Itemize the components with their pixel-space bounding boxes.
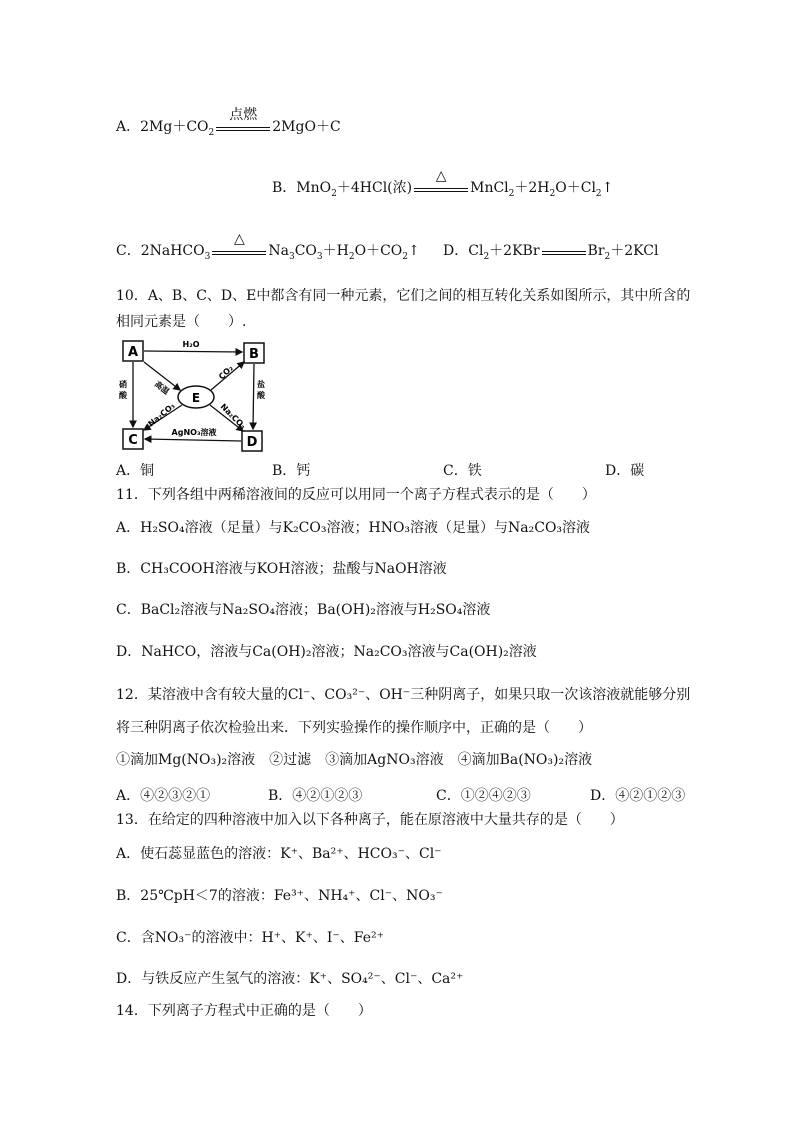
equation-lhs: 2Mg＋CO: [140, 119, 209, 135]
formula: ＋2KBr: [489, 243, 540, 259]
node-b-label: B: [249, 347, 259, 362]
reaction-condition: △: [435, 168, 447, 184]
edge-e-b-label: CO₂: [217, 363, 235, 382]
subscript: 2: [483, 251, 490, 262]
q14-stem: 14．下列离子方程式中正确的是（ ）: [116, 1003, 372, 1019]
node-c-label: C: [128, 433, 138, 448]
reaction-arrow: [210, 231, 268, 261]
formula: ＋H: [322, 243, 349, 259]
option-label: B．: [272, 180, 297, 196]
edge-a-b: [144, 351, 242, 352]
formula: Br: [587, 243, 605, 259]
q13-option-c: C．含NO₃⁻的溶液中：H⁺、K⁺、I⁻、Fe²⁺: [116, 930, 385, 946]
formula: ＋2H: [514, 180, 550, 196]
option-label: A．: [116, 119, 141, 135]
subscript: 2: [402, 251, 408, 262]
subscript: 2: [208, 127, 215, 138]
equation-rhs: 2MgO＋C: [272, 119, 341, 135]
q12-option-d: D．④②①②③: [590, 788, 686, 804]
reaction-condition: 点燃: [229, 107, 258, 123]
subscript: 2: [595, 188, 602, 199]
q11-option-b: B．CH₃COOH溶液与KOH溶液；盐酸与NaOH溶液: [116, 561, 447, 577]
edge-e-d-label: Na₂CO₃: [218, 402, 248, 431]
subscript: 2: [348, 251, 355, 262]
q11-option-d: D．NaHCO，溶液与Ca(OH)₂溶液；Na₂CO₃溶液与Ca(OH)₂溶液: [116, 644, 537, 660]
edge-b-d: [253, 364, 254, 429]
subscript: 3: [204, 251, 211, 262]
q12-stem-line2: 将三种阴离子依次检验出来．下列实验操作的操作顺序中，正确的是（ ）: [116, 720, 592, 736]
edge-d-c: [145, 439, 241, 441]
q10-option-b: B．钙: [272, 463, 311, 479]
q11-stem: 11．下列各组中两稀溶液间的反应可以用同一个离子方程式表示的是（ ）: [116, 487, 596, 503]
formula: O＋Cl: [555, 180, 596, 196]
subscript: 2: [508, 188, 515, 199]
q10-stem-line2: 相同元素是（ ）.: [116, 314, 247, 330]
q11-option-a: A．H₂SO₄溶液（足量）与K₂CO₃溶液；HNO₃溶液（足量）与Na₂CO₃溶液: [116, 520, 591, 536]
q12-option-c: C．①②④②③: [436, 788, 531, 804]
reaction-arrow: [540, 241, 588, 261]
q12-option-b: B．④②①②③: [268, 788, 363, 804]
reaction-arrow: [412, 168, 470, 198]
edge-e-c-label: Na₂CO₃: [146, 401, 177, 429]
edge-a-e-label: 高温: [152, 379, 171, 397]
reaction-condition: △: [233, 231, 245, 247]
formula: ＋4HCl(浓): [336, 180, 413, 196]
option-label: C．: [116, 243, 141, 259]
formula: 2NaHCO: [140, 243, 205, 259]
q9-option-d: [443, 241, 658, 261]
q10-option-a: A．铜: [116, 463, 155, 479]
q13-option-b: B．25℃pH＜7的溶液：Fe³⁺、NH₄⁺、Cl⁻、NO₃⁻: [116, 888, 443, 904]
reaction-arrow: [214, 107, 272, 137]
edge-d-c-label: AgNO₃溶液: [171, 428, 217, 437]
subscript: 2: [331, 188, 337, 199]
formula: CO: [294, 243, 317, 259]
formula: MnO: [296, 180, 332, 196]
node-e-label: E: [191, 391, 201, 405]
node-d-label: D: [246, 435, 258, 450]
q10-option-c: C．铁: [443, 463, 482, 479]
q13-option-a: A．使石蕊显蓝色的溶液：K⁺、Ba²⁺、HCO₃⁻、Cl⁻: [116, 846, 442, 862]
conversion-diagram: [116, 335, 266, 457]
edge-b-d-label: 盐酸: [257, 380, 265, 400]
option-label: D．: [443, 243, 469, 259]
q10-option-d: D．碳: [605, 463, 645, 479]
node-a-label: A: [127, 345, 139, 360]
q12-stem-line1: 12．某溶液中含有较大量的Cl⁻、CO₃²⁻、OH⁻三种阴离子，如果只取一次该溶液就能够分别: [116, 687, 691, 703]
q10-stem-line1: 10．A、B、C、D、E中都含有同一种元素，它们之间的相互转化关系如图所示，其中所含的: [116, 288, 691, 304]
q9-option-b: [272, 168, 614, 199]
formula: MnCl: [470, 180, 509, 196]
gas-arrow: ↑: [601, 180, 614, 196]
gas-arrow: ↑: [408, 243, 420, 259]
formula: O＋CO: [354, 243, 403, 259]
subscript: 3: [288, 251, 295, 262]
formula: Cl: [468, 243, 484, 259]
q13-option-d: D．与铁反应产生氢气的溶液：K⁺、SO₄²⁻、Cl⁻、Ca²⁺: [116, 971, 464, 987]
subscript: 2: [604, 251, 611, 262]
q9-option-a: [116, 107, 341, 138]
q13-stem: 13．在给定的四种溶液中加入以下各种离子，能在原溶液中大量共存的是（ ）: [116, 812, 624, 828]
formula: Na: [268, 243, 289, 259]
edge-a-c-label: 硝酸: [119, 380, 127, 400]
subscript: 3: [316, 251, 323, 262]
q11-option-c: C．BaCl₂溶液与Na₂SO₄溶液；Ba(OH)₂溶液与H₂SO₄溶液: [116, 602, 491, 618]
edge-a-b-label: H₂O: [182, 340, 200, 349]
q12-operations: ①滴加Mg(NO₃)₂溶液 ②过滤 ③滴加AgNO₃溶液 ④滴加Ba(NO₃)₂溶液: [116, 752, 593, 768]
formula: ＋2KCl: [610, 243, 659, 259]
q12-option-a: A．④②③②①: [116, 788, 211, 804]
subscript: 2: [549, 188, 556, 199]
q9-option-c: [116, 231, 420, 262]
